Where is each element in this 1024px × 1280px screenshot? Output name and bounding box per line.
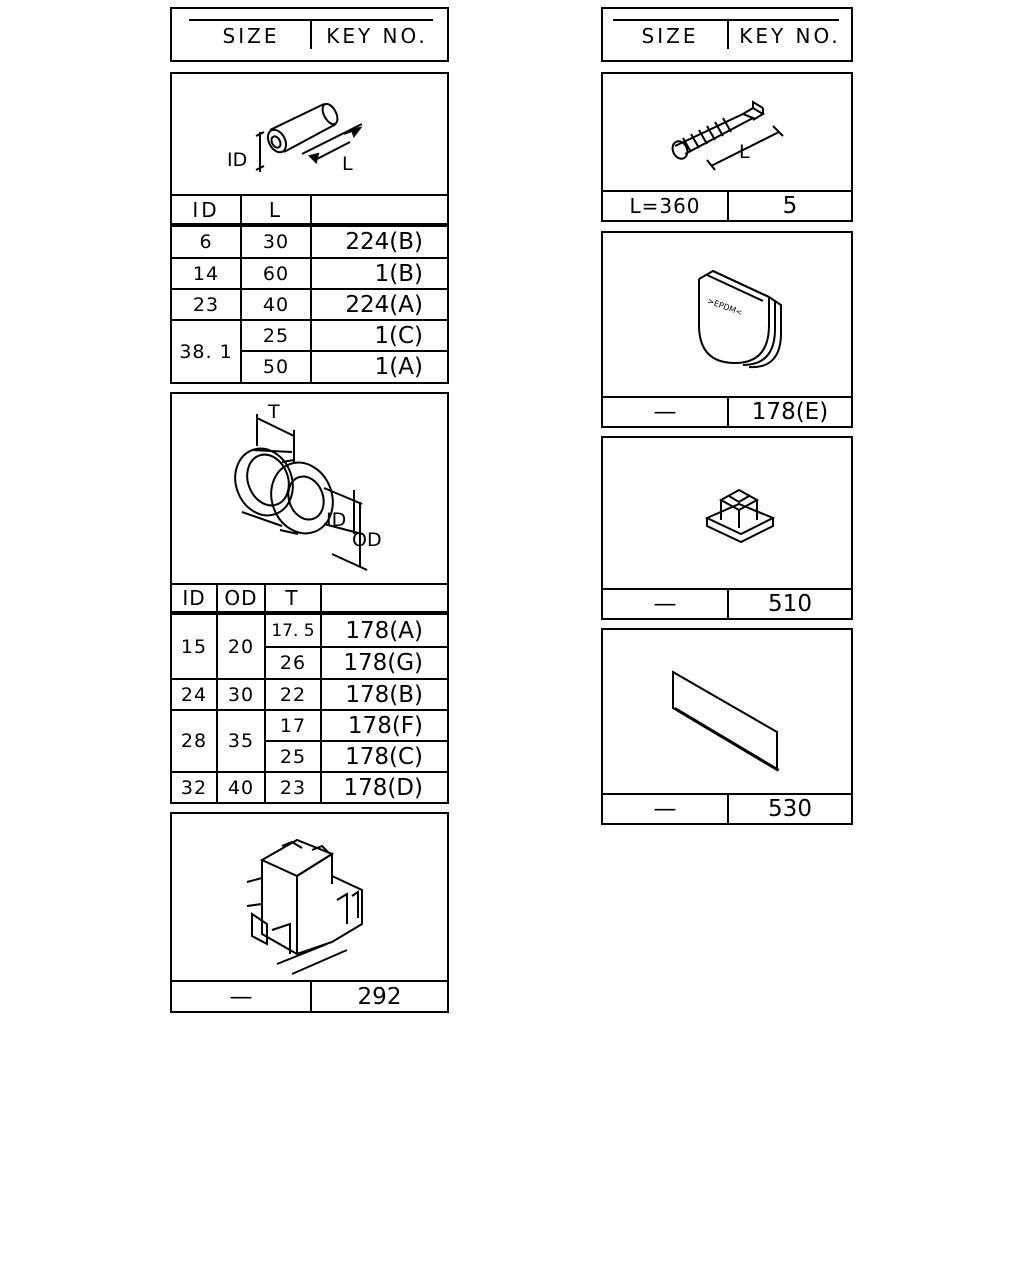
plug-size: — [653,399,677,425]
caps-cell-id: 23 [192,293,220,316]
caps-cell-l: 40 [262,293,290,316]
plug-drawing [603,233,851,396]
square-cap-drawing [603,438,851,588]
caps-cell-key: 1(A) [374,354,423,380]
l-dim-label: L [342,153,353,175]
caps-cell-key: 224(B) [345,229,423,255]
grommet-cell-t: 17 [279,714,307,737]
key-no-header: KEY NO. [326,24,428,48]
sheet-drawing [603,630,851,793]
caps-cell-l: 60 [262,262,290,285]
bolt-drawing [603,74,851,192]
sheet-size: — [653,796,677,822]
grommet-cell-t: 17. 5 [271,620,315,641]
plug-marking: >EPDM< [706,296,744,318]
id-dim-label: ID [227,149,248,171]
caps-cell-l: 25 [262,324,290,347]
l-dim-label: L [739,141,750,163]
caps-col-id: ID [192,198,220,222]
grommet-col-t: T [285,586,301,610]
square-cap-panel [601,436,853,620]
caps-cell-id: 6 [199,231,213,253]
caps-cell-id: 14 [192,262,220,285]
grommet-cell-key: 178(C) [345,743,423,770]
left-header-box [170,7,449,62]
bolt-size: L=360 [629,194,701,218]
end-cap-drawing [172,74,447,194]
connector-icon [247,840,362,974]
bolt-panel [601,72,853,222]
od-dim-label: OD [352,529,382,551]
t-dim-label: T [268,401,280,423]
caps-col-l: L [268,198,284,222]
grommet-cell-key: 178(F) [347,712,423,739]
caps-panel [170,72,449,384]
grommet-cell-key: 178(D) [343,774,423,801]
grommet-cell-id: 24 [180,683,208,706]
grommet-cell-od: 40 [227,776,255,799]
sheet-key: 530 [768,796,812,822]
grommet-cell-key: 178(B) [345,681,423,708]
grommet-cell-od: 30 [227,683,255,706]
caps-cell-l: 50 [262,356,290,378]
plug-key: 178(E) [751,399,829,425]
grommet-cell-key: 178(A) [345,617,423,644]
sheet-panel [601,628,853,825]
grommet-cell-t: 22 [279,683,307,706]
connector-panel [170,812,449,1013]
connector-size: — [229,983,253,1010]
grommet-cell-t: 23 [279,776,307,799]
grommet-drawing [172,394,447,584]
grommet-col-id: ID [182,586,206,610]
plug-panel [601,231,853,428]
square-cap-icon [707,490,773,542]
caps-cell-id: 38. 1 [179,340,233,363]
grommet-cell-id: 15 [180,635,208,658]
square-cap-size: — [653,591,677,617]
grommet-cell-id: 32 [180,776,208,799]
grommet-cell-od: 35 [227,730,255,752]
sheet-pad-icon [673,672,779,770]
key-no-header: KEY NO. [739,24,841,48]
grommet-cell-od: 20 [227,635,255,658]
bolt-key: 5 [782,193,798,219]
connector-key: 292 [357,983,402,1010]
right-header-box [601,7,853,62]
caps-cell-key: 224(A) [345,291,423,318]
caps-cell-key: 1(B) [374,260,423,287]
tube-cap-icon [264,101,340,155]
connector-drawing [172,814,447,980]
size-header: SIZE [222,24,280,48]
caps-cell-l: 30 [262,231,290,253]
rubber-plug-icon [699,271,781,367]
grommet-panel [170,392,449,804]
square-cap-key: 510 [768,591,812,617]
grommet-cell-key: 178(G) [343,650,423,676]
grommet-col-od: OD [224,586,258,610]
grommet-cell-t: 25 [279,745,307,768]
grommet-cell-id: 28 [180,730,208,752]
size-header: SIZE [641,24,699,48]
grommet-cell-t: 26 [279,652,307,674]
caps-cell-key: 1(C) [374,322,423,349]
id-dim-label: ID [326,509,347,531]
